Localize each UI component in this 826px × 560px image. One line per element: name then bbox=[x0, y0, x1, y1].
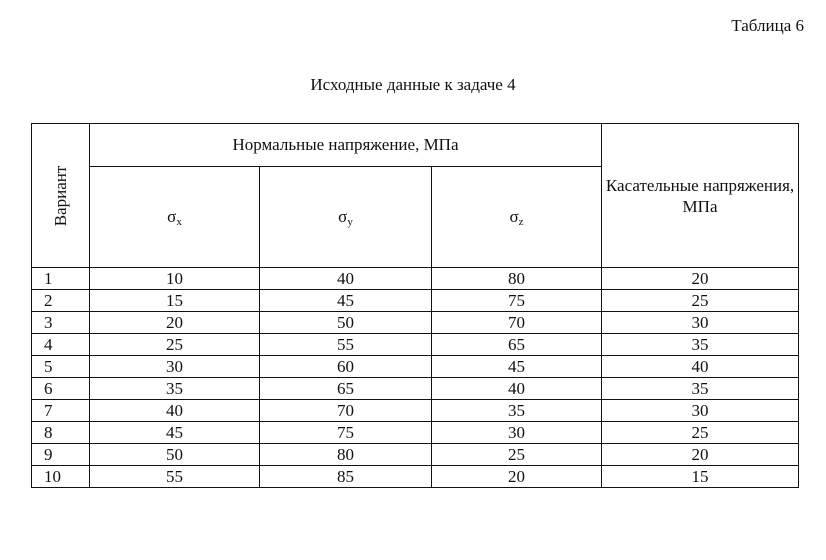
cell-sigma-z: 70 bbox=[432, 312, 602, 334]
cell-shear-stress: 25 bbox=[602, 422, 799, 444]
table-row bbox=[32, 466, 799, 488]
cell-sigma-x: 40 bbox=[90, 400, 260, 422]
cell-shear-stress: 30 bbox=[602, 312, 799, 334]
table-row bbox=[32, 334, 799, 356]
cell-sigma-z: 25 bbox=[432, 444, 602, 466]
table-caption: Исходные данные к задаче 4 bbox=[310, 75, 516, 94]
cell-sigma-x: 25 bbox=[90, 334, 260, 356]
cell-sigma-y: 60 bbox=[260, 356, 432, 378]
cell-variant: 5 bbox=[32, 356, 90, 378]
cell-sigma-z: 20 bbox=[432, 466, 602, 488]
table-row bbox=[32, 400, 799, 422]
cell-sigma-z: 45 bbox=[432, 356, 602, 378]
cell-shear-stress: 40 bbox=[602, 356, 799, 378]
cell-sigma-y: 40 bbox=[260, 268, 432, 290]
cell-sigma-x: 55 bbox=[90, 466, 260, 488]
sigma-y-symbol: σ bbox=[338, 206, 348, 226]
cell-shear-stress: 30 bbox=[602, 400, 799, 422]
cell-sigma-y: 80 bbox=[260, 444, 432, 466]
header-sigma-y bbox=[260, 167, 432, 268]
cell-sigma-y: 45 bbox=[260, 290, 432, 312]
header-variant bbox=[32, 124, 90, 268]
cell-shear-stress: 20 bbox=[602, 444, 799, 466]
cell-sigma-y: 50 bbox=[260, 312, 432, 334]
table-row bbox=[32, 356, 799, 378]
stress-data-table bbox=[31, 123, 799, 488]
cell-shear-stress: 35 bbox=[602, 334, 799, 356]
cell-shear-stress: 20 bbox=[602, 268, 799, 290]
cell-variant: 10 bbox=[32, 466, 90, 488]
table-row bbox=[32, 290, 799, 312]
table-row bbox=[32, 378, 799, 400]
cell-shear-stress: 15 bbox=[602, 466, 799, 488]
sigma-y-subscript: y bbox=[347, 215, 353, 228]
table-row bbox=[32, 312, 799, 334]
table-row bbox=[32, 422, 799, 444]
cell-sigma-y: 65 bbox=[260, 378, 432, 400]
header-shear-stress: Касательные напряжения, МПа bbox=[602, 124, 799, 268]
header-sigma-z bbox=[432, 167, 602, 268]
cell-sigma-z: 30 bbox=[432, 422, 602, 444]
cell-sigma-z: 80 bbox=[432, 268, 602, 290]
sigma-x-symbol: σ bbox=[167, 206, 177, 226]
header-sigma-x bbox=[90, 167, 260, 268]
cell-sigma-x: 45 bbox=[90, 422, 260, 444]
cell-sigma-z: 75 bbox=[432, 290, 602, 312]
table-row bbox=[32, 444, 799, 466]
cell-sigma-x: 20 bbox=[90, 312, 260, 334]
sigma-z-symbol: σ bbox=[509, 206, 519, 226]
cell-sigma-x: 30 bbox=[90, 356, 260, 378]
sigma-x-subscript: x bbox=[176, 215, 182, 228]
cell-sigma-z: 65 bbox=[432, 334, 602, 356]
sigma-z-subscript: z bbox=[518, 215, 524, 228]
table-number-label: Таблица 6 bbox=[731, 16, 804, 35]
cell-sigma-y: 85 bbox=[260, 466, 432, 488]
cell-sigma-x: 50 bbox=[90, 444, 260, 466]
cell-sigma-x: 35 bbox=[90, 378, 260, 400]
cell-sigma-x: 15 bbox=[90, 290, 260, 312]
cell-variant: 2 bbox=[32, 290, 90, 312]
cell-sigma-y: 55 bbox=[260, 334, 432, 356]
header-normal-stress: Нормальные напряжение, МПа bbox=[90, 124, 602, 167]
cell-variant: 1 bbox=[32, 268, 90, 290]
cell-variant: 3 bbox=[32, 312, 90, 334]
cell-sigma-y: 75 bbox=[260, 422, 432, 444]
cell-variant: 9 bbox=[32, 444, 90, 466]
cell-sigma-y: 70 bbox=[260, 400, 432, 422]
cell-shear-stress: 25 bbox=[602, 290, 799, 312]
cell-sigma-z: 35 bbox=[432, 400, 602, 422]
cell-variant: 6 bbox=[32, 378, 90, 400]
cell-variant: 7 bbox=[32, 400, 90, 422]
cell-variant: 8 bbox=[32, 422, 90, 444]
table-body bbox=[32, 268, 799, 488]
cell-shear-stress: 35 bbox=[602, 378, 799, 400]
cell-sigma-z: 40 bbox=[432, 378, 602, 400]
cell-sigma-x: 10 bbox=[90, 268, 260, 290]
cell-variant: 4 bbox=[32, 334, 90, 356]
table-row bbox=[32, 268, 799, 290]
header-variant-label: Вариант bbox=[50, 165, 70, 226]
